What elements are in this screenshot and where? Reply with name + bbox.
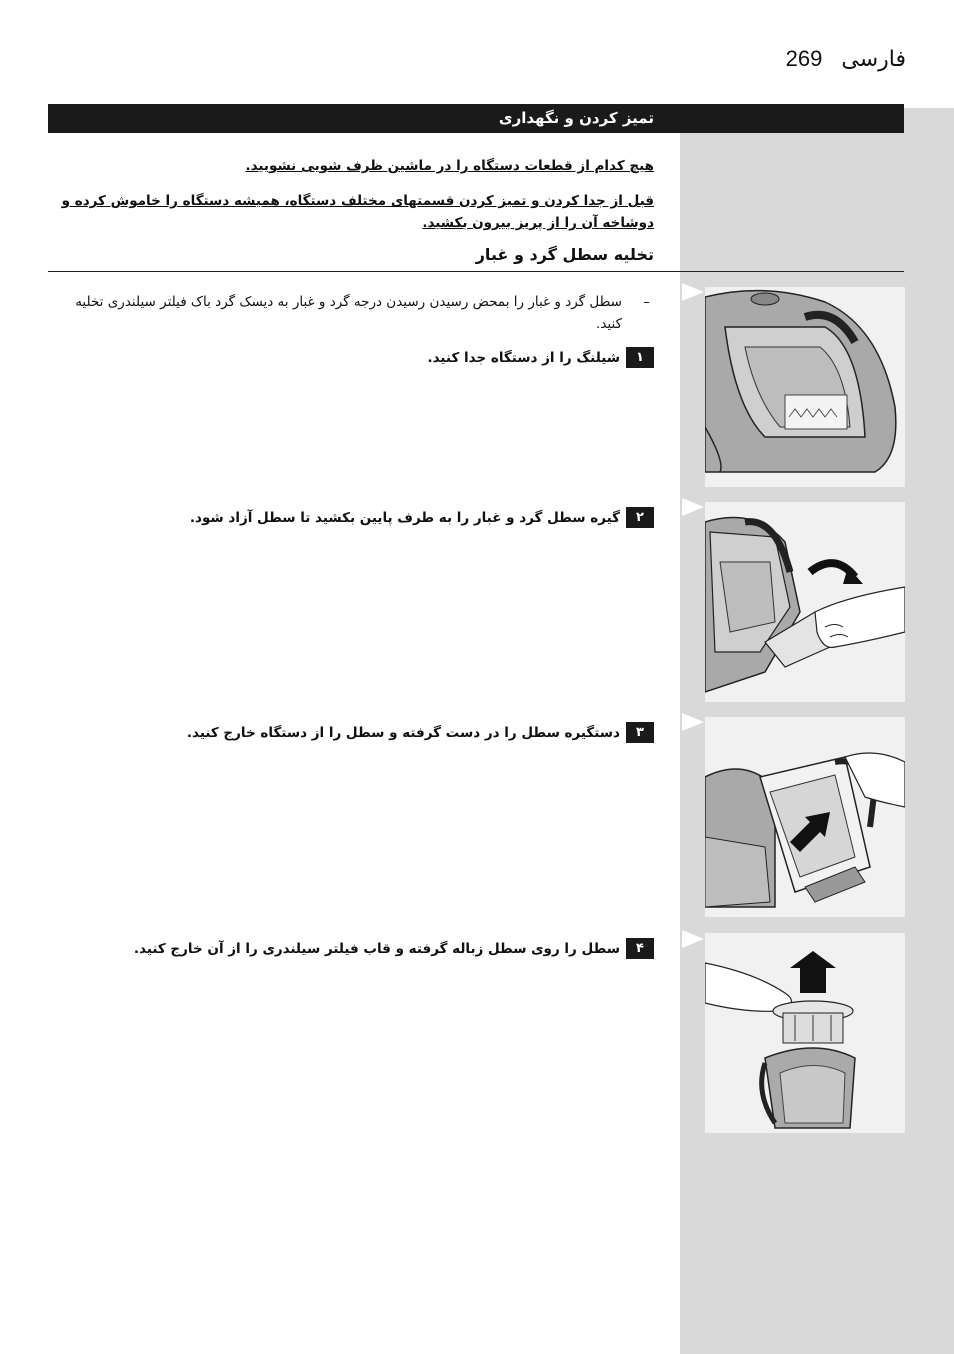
warning-unplug: قبل از جدا کردن و تمیز کردن قسمتهای مختلف دستگاه، همیشه دستگاه را خاموش کرده و دوشاخه آن را از پریز بیرون بکشید. <box>61 193 654 231</box>
figure-pointer <box>682 930 704 948</box>
bullet-item <box>48 291 650 335</box>
warning-dishwasher: هیچ کدام از قطعات دستگاه را در ماشین ظرف شویی نشویید. <box>245 158 654 174</box>
latch-illustration <box>705 502 905 702</box>
step-number: ۳ <box>626 722 654 743</box>
step-text: دستگیره سطل را در دست گرفته و سطل را از دستگاه خارج کنید. <box>186 724 620 741</box>
bullet-dash: – <box>643 294 650 310</box>
figure-remove-container <box>705 717 905 917</box>
step-number: ۱ <box>626 347 654 368</box>
step-text: شیلنگ را از دستگاه جدا کنید. <box>427 349 620 366</box>
step-4 <box>134 938 654 959</box>
remove-container-illustration <box>705 717 905 917</box>
figure-pointer <box>682 498 704 516</box>
page-number: 269 <box>785 46 823 71</box>
section-title-bar <box>48 104 904 133</box>
vacuum-illustration <box>705 287 905 487</box>
page-header <box>786 46 906 72</box>
step-2 <box>190 507 654 528</box>
step-text: گیره سطل گرد و غبار را به طرف پایین بکشید تا سطل آزاد شود. <box>189 509 620 526</box>
figure-pointer <box>682 713 704 731</box>
step-1 <box>428 347 655 368</box>
divider <box>48 271 904 272</box>
step-3 <box>187 722 654 743</box>
figure-remove-filter <box>705 933 905 1133</box>
figure-vacuum-dust-container <box>705 287 905 487</box>
subsection-title: تخلیه سطل گرد و غبار <box>475 245 654 264</box>
step-text: سطل را روی سطل زباله گرفته و قاب فیلتر سیلندری را از آن خارج کنید. <box>133 940 620 957</box>
bullet-text: سطل گرد و غبار را بمحض رسیدن رسیدن درجه گرد و غبار به دیسک گرد باک فیلتر سیلندری تخلیه کنید. <box>75 294 622 332</box>
figure-release-latch <box>705 502 905 702</box>
language-label: فارسی <box>841 47 906 72</box>
step-number: ۴ <box>626 938 654 959</box>
step-number: ۲ <box>626 507 654 528</box>
remove-filter-illustration <box>705 933 905 1133</box>
figure-pointer <box>682 283 704 301</box>
section-title: تمیز کردن و نگهداری <box>498 109 654 127</box>
